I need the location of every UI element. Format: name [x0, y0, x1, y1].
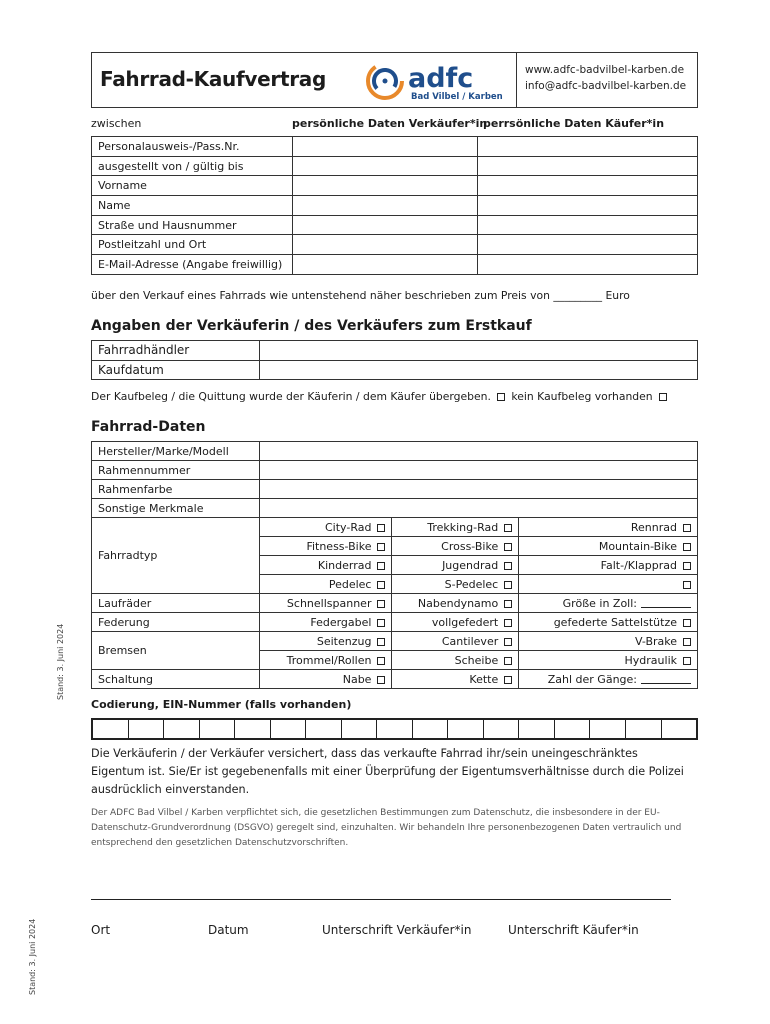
option-checkbox[interactable] — [504, 638, 512, 646]
codierung-cell[interactable] — [412, 720, 448, 738]
codierung-cell[interactable] — [305, 720, 341, 738]
option-checkbox[interactable] — [377, 581, 385, 589]
seller-field[interactable] — [292, 196, 477, 216]
seller-field[interactable] — [292, 176, 477, 196]
buyer-field[interactable] — [477, 176, 697, 196]
federung-label: Federung — [92, 613, 260, 632]
table-row — [92, 594, 698, 613]
table-row — [92, 137, 698, 157]
fahrrad-table — [91, 441, 698, 689]
row-label: Rahmenfarbe — [92, 480, 260, 499]
option-cell — [259, 537, 392, 556]
codierung-cell[interactable] — [376, 720, 412, 738]
erstkauf-field[interactable] — [259, 341, 697, 361]
option-cell — [259, 575, 392, 594]
buyer-field[interactable] — [477, 156, 697, 176]
option-label: Kette — [469, 672, 499, 686]
option-label: Nabendynamo — [417, 596, 499, 610]
signature-line[interactable] — [91, 899, 671, 900]
price-line — [91, 289, 630, 302]
codierung-cell[interactable] — [199, 720, 235, 738]
buyer-field[interactable] — [477, 137, 697, 157]
seller-field[interactable] — [292, 137, 477, 157]
codierung-cell[interactable] — [93, 720, 128, 738]
price-unit: Euro — [605, 289, 630, 302]
sig-seller: Unterschrift Verkäufer*in — [322, 923, 472, 937]
receipt-line — [91, 390, 667, 403]
fahrrad-field[interactable] — [259, 442, 697, 461]
option-cell — [259, 556, 392, 575]
option-label: gefederte Sattelstütze — [553, 615, 677, 629]
table-row — [92, 196, 698, 216]
table-row — [92, 613, 698, 632]
price-text: über den Verkauf eines Fahrrads wie untenstehend näher beschrieben zum Preis von — [91, 289, 550, 302]
option-label: vollgefedert — [431, 615, 499, 629]
zwischen-label: zwischen — [91, 117, 142, 130]
sig-ort: Ort — [91, 923, 111, 937]
option-label: Seitenzug — [316, 634, 372, 648]
privacy-text: Der ADFC Bad Vilbel / Karben verpflichtet sich, die gesetzlichen Bestimmungen zum Datenschutz, die insbesondere in der EU-Datenschutz-Grundverordnung (DSGVO) geregelt sind, einzuhalten. Wir behandeln Ihre personenbezogenen Daten vertraulich und entsprechend den gesetzlichen Datenschutzvorschriften. — [91, 808, 682, 848]
email-link[interactable]: info@adfc-badvilbel-karben.de — [525, 80, 687, 92]
option-cell — [392, 651, 519, 670]
receipt-text: Der Kaufbeleg / die Quittung wurde der Käuferin / dem Käufer übergeben. — [91, 390, 491, 403]
row-label: Postleitzahl und Ort — [92, 235, 293, 255]
option-label: Rennrad — [630, 520, 677, 534]
table-row — [92, 461, 698, 480]
option-cell — [519, 556, 698, 575]
option-label: Hydraulik — [624, 653, 677, 667]
option-checkbox[interactable] — [683, 657, 691, 665]
seller-field[interactable] — [292, 235, 477, 255]
option-label: City-Rad — [325, 520, 372, 534]
option-cell — [392, 632, 519, 651]
table-row — [92, 176, 698, 196]
logo-subtext: Bad Vilbel / Karben — [411, 92, 503, 102]
codierung-cell[interactable] — [589, 720, 625, 738]
buyer-column-header: perrsönliche Daten Käufer*in — [483, 117, 665, 130]
option-checkbox[interactable] — [504, 619, 512, 627]
option-label: Trommel/Rollen — [286, 653, 372, 667]
option-checkbox[interactable] — [504, 581, 512, 589]
option-cell — [392, 575, 519, 594]
row-label: E-Mail-Adresse (Angabe freiwillig) — [92, 255, 293, 275]
option-cell — [519, 651, 698, 670]
option-label: Federgabel — [310, 615, 372, 629]
option-checkbox[interactable] — [504, 562, 512, 570]
buyer-field[interactable] — [477, 215, 697, 235]
row-label: Personalausweis-/Pass.Nr. — [92, 137, 293, 157]
option-checkbox[interactable] — [504, 543, 512, 551]
row-label: Vorname — [92, 176, 293, 196]
codierung-cell[interactable] — [661, 720, 697, 738]
option-cell — [392, 556, 519, 575]
laufraeder-label: Laufräder — [92, 594, 260, 613]
seller-column-header: persönliche Daten Verkäufer*in — [292, 117, 488, 130]
field-label: Zahl der Gänge: — [547, 672, 637, 686]
option-cell — [519, 575, 698, 594]
erstkauf-field[interactable] — [259, 360, 697, 380]
row-label: Hersteller/Marke/Modell — [92, 442, 260, 461]
option-checkbox[interactable] — [683, 562, 691, 570]
option-checkbox[interactable] — [504, 600, 512, 608]
codierung-cell[interactable] — [447, 720, 483, 738]
option-checkbox[interactable] — [377, 657, 385, 665]
no-receipt-text: kein Kaufbeleg vorhanden — [511, 390, 653, 403]
codierung-cell[interactable] — [128, 720, 164, 738]
option-label: Cross-Bike — [441, 539, 499, 553]
option-checkbox[interactable] — [504, 524, 512, 532]
logo-text: adfc — [408, 63, 474, 94]
fahrradtyp-label: Fahrradtyp — [92, 518, 260, 594]
codierung-title: Codierung, EIN-Nummer (falls vorhanden) — [91, 698, 352, 711]
option-checkbox[interactable] — [504, 657, 512, 665]
schaltung-label: Schaltung — [92, 670, 260, 689]
row-label: Name — [92, 196, 293, 216]
option-label: Trekking-Rad — [427, 520, 499, 534]
option-cell — [519, 537, 698, 556]
assurance-text: Die Verkäuferin / der Verkäufer versichert, dass das verkaufte Fahrrad ihr/sein uneingeschränktes Eigentum ist. Sie/Er ist gegebenenfalls mit einer Überprüfung der Eigentumsverhältnisse durch die Polizei ausdrücklich einverstanden. — [91, 747, 684, 796]
option-cell — [519, 518, 698, 537]
option-checkbox[interactable] — [683, 638, 691, 646]
receipt-checkbox[interactable] — [497, 393, 505, 401]
table-row — [92, 215, 698, 235]
option-checkbox[interactable] — [683, 543, 691, 551]
adfc-logo-graphic — [364, 57, 503, 105]
option-checkbox[interactable] — [683, 619, 691, 627]
table-row — [92, 156, 698, 176]
option-checkbox[interactable] — [683, 524, 691, 532]
option-cell — [259, 651, 392, 670]
fahrrad-title: Fahrrad-Daten — [91, 419, 206, 435]
option-label: Nabe — [342, 672, 372, 686]
table-row — [92, 255, 698, 275]
option-cell — [259, 613, 392, 632]
option-cell — [259, 632, 392, 651]
table-row — [92, 480, 698, 499]
option-checkbox[interactable] — [377, 524, 385, 532]
blank-field-cell — [519, 670, 698, 689]
option-checkbox[interactable] — [377, 619, 385, 627]
table-row — [92, 499, 698, 518]
option-label: Schnellspanner — [286, 596, 372, 610]
buyer-field[interactable] — [477, 255, 697, 275]
codierung-cell[interactable] — [483, 720, 519, 738]
option-label: Pedelec — [328, 577, 372, 591]
seller-field[interactable] — [292, 255, 477, 275]
option-cell — [259, 518, 392, 537]
contact-block — [516, 53, 699, 107]
option-label: Cantilever — [441, 634, 499, 648]
option-checkbox[interactable] — [683, 581, 691, 589]
fahrrad-field[interactable] — [259, 480, 697, 499]
parties-table — [91, 136, 698, 275]
header-box — [91, 52, 698, 108]
codierung-cell[interactable] — [341, 720, 377, 738]
document-title: Fahrrad-Kaufvertrag — [100, 67, 326, 91]
codierung-cell[interactable] — [163, 720, 199, 738]
option-cell — [519, 613, 698, 632]
field-label: Größe in Zoll: — [562, 596, 637, 610]
row-label: Straße und Hausnummer — [92, 215, 293, 235]
option-cell — [259, 670, 392, 689]
option-checkbox[interactable] — [377, 638, 385, 646]
option-cell — [519, 632, 698, 651]
option-label: Scheibe — [454, 653, 499, 667]
blank-input[interactable] — [641, 676, 691, 684]
fahrrad-field[interactable] — [259, 461, 697, 480]
option-label: Falt-/Klapprad — [600, 558, 677, 572]
option-cell — [392, 594, 519, 613]
table-row — [92, 235, 698, 255]
erstkauf-table — [91, 340, 698, 380]
row-label: Sonstige Merkmale — [92, 499, 260, 518]
adfc-logo — [364, 57, 503, 105]
stand-date-1: Stand: 3. Juni 2024 — [56, 623, 65, 700]
option-label: Kinderrad — [317, 558, 372, 572]
option-label: Jugendrad — [442, 558, 499, 572]
buyer-field[interactable] — [477, 235, 697, 255]
option-checkbox[interactable] — [504, 676, 512, 684]
bremsen-label: Bremsen — [92, 632, 260, 670]
table-row — [92, 632, 698, 651]
table-row — [92, 518, 698, 537]
option-checkbox[interactable] — [377, 676, 385, 684]
codierung-grid — [91, 718, 698, 740]
row-label: Kaufdatum — [92, 360, 260, 380]
codierung-cell[interactable] — [625, 720, 661, 738]
table-row — [92, 670, 698, 689]
codierung-cell[interactable] — [234, 720, 270, 738]
option-label: Fitness-Bike — [306, 539, 372, 553]
option-cell — [392, 537, 519, 556]
codierung-cell[interactable] — [554, 720, 590, 738]
table-row — [92, 442, 698, 461]
seller-field[interactable] — [292, 156, 477, 176]
table-row — [92, 341, 698, 361]
blank-input[interactable] — [641, 600, 691, 608]
option-checkbox[interactable] — [377, 600, 385, 608]
table-row — [92, 360, 698, 380]
option-checkbox[interactable] — [377, 562, 385, 570]
sig-datum: Datum — [208, 923, 249, 937]
sig-buyer: Unterschrift Käufer*in — [508, 923, 639, 937]
buyer-field[interactable] — [477, 196, 697, 216]
option-cell — [392, 613, 519, 632]
row-label: ausgestellt von / gültig bis — [92, 156, 293, 176]
erstkauf-title: Angaben der Verkäuferin / des Verkäufers zum Erstkauf — [91, 318, 532, 334]
website-link[interactable]: www.adfc-badvilbel-karben.de — [525, 64, 685, 76]
codierung-cell[interactable] — [518, 720, 554, 738]
price-input[interactable]: _________ — [553, 289, 602, 302]
option-checkbox[interactable] — [377, 543, 385, 551]
codierung-cell[interactable] — [270, 720, 306, 738]
fahrrad-field[interactable] — [259, 499, 697, 518]
option-label: S-Pedelec — [444, 577, 499, 591]
row-label: Rahmennummer — [92, 461, 260, 480]
option-cell — [392, 518, 519, 537]
no-receipt-checkbox[interactable] — [659, 393, 667, 401]
seller-field[interactable] — [292, 215, 477, 235]
option-cell — [259, 594, 392, 613]
option-label: V-Brake — [634, 634, 677, 648]
option-cell — [392, 670, 519, 689]
blank-field-cell — [519, 594, 698, 613]
option-label: Mountain-Bike — [598, 539, 677, 553]
stand-date-2: Stand: 3. Juni 2024 — [28, 918, 37, 995]
row-label: Fahrradhändler — [92, 341, 260, 361]
